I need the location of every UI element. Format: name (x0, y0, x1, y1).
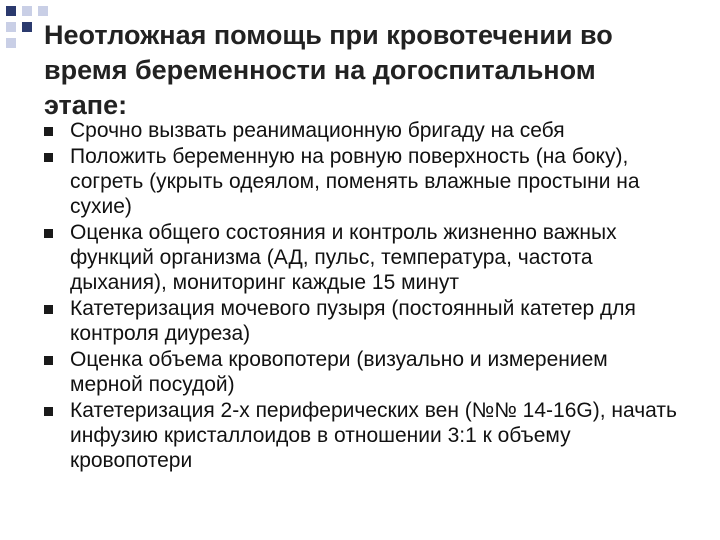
list-item-text: Оценка объема кровопотери (визуально и измерением мерной посудой) (70, 348, 608, 396)
bullet-list (38, 118, 678, 474)
square-bullet-icon (44, 229, 53, 238)
list-item-text: Катетеризация мочевого пузыря (постоянный катетер для контроля диуреза) (70, 297, 636, 345)
square-bullet-icon (44, 407, 53, 416)
list-item (38, 398, 678, 473)
list-item (38, 296, 678, 346)
list-item (38, 347, 678, 397)
list-item (38, 220, 678, 295)
square-bullet-icon (44, 305, 53, 314)
list-item (38, 144, 678, 219)
list-item-text: Катетеризация 2-х периферических вен (№№ 14-16G), начать инфузию кристаллоидов в отношении 3:1 к объему кровопотери (70, 399, 677, 472)
square-bullet-icon (44, 153, 53, 162)
list-item-text: Положить беременную на ровную поверхность (на боку), согреть (укрыть одеялом, поменять влажные простыни на сухие) (70, 145, 640, 218)
list-item (38, 118, 678, 143)
list-item-text: Срочно вызвать реанимационную бригаду на себя (70, 119, 565, 142)
slide-title: Неотложная помощь при кровотечении во время беременности на догоспитальном этапе: (44, 20, 613, 120)
list-item-text: Оценка общего состояния и контроль жизненно важных функций организма (АД, пульс, температура, частота дыхания), мониторинг каждые 15 минут (70, 221, 617, 294)
square-bullet-icon (44, 356, 53, 365)
square-bullet-icon (44, 127, 53, 136)
